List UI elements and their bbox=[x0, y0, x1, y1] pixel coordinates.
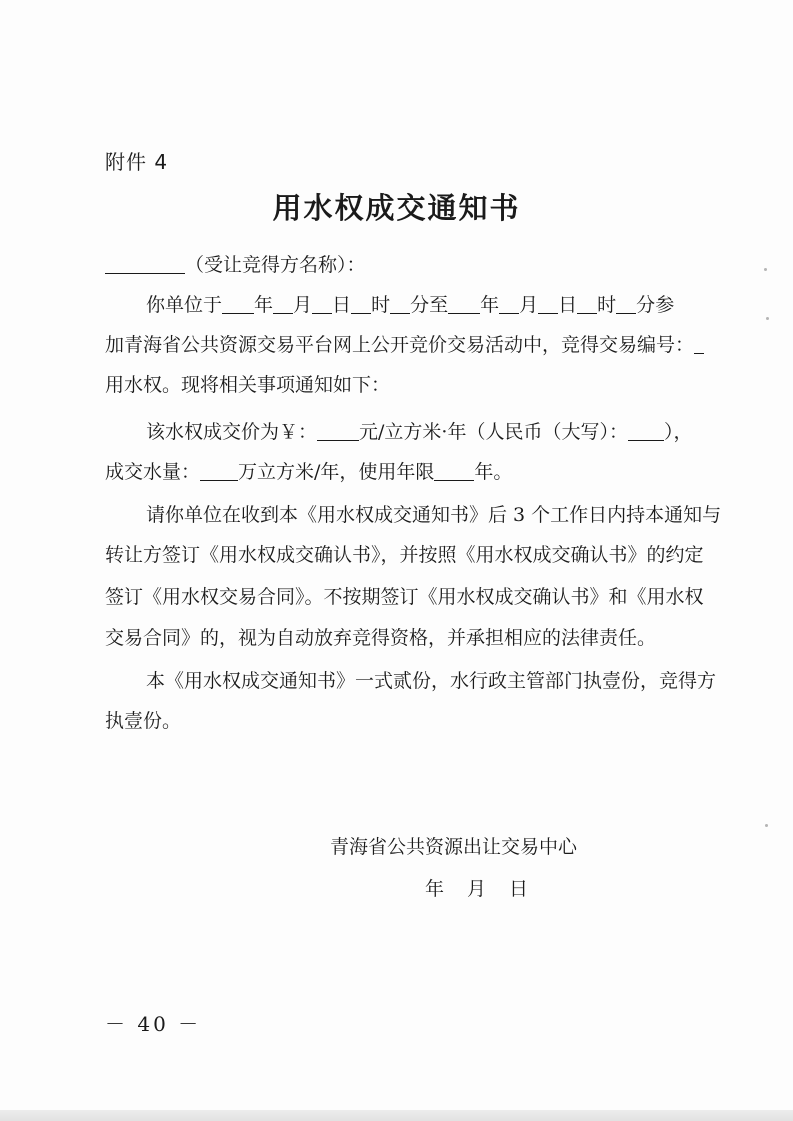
term-blank bbox=[434, 460, 474, 481]
page-number: － 40 － bbox=[105, 1012, 202, 1036]
to-label: 至 bbox=[429, 294, 449, 316]
issuing-organization: 青海省公共资源出让交易中心 bbox=[330, 836, 578, 858]
para1-line2-text: 加青海省公共资源交易平台网上公开竞价交易活动中，竞得交易编号： bbox=[105, 334, 695, 356]
hour-label-2: 时 bbox=[597, 294, 617, 316]
trade-code-blank bbox=[694, 333, 704, 354]
para3-line4: 交易合同》的，视为自动放弃竞得资格，并承担相应的法律责任。 bbox=[105, 627, 657, 649]
para1-line3-text: 用水权。现将相关事项通知如下： bbox=[105, 374, 391, 396]
volume-line bbox=[105, 459, 512, 485]
para1-line2 bbox=[105, 332, 704, 358]
para1-line1 bbox=[146, 292, 674, 318]
end-minute-blank bbox=[616, 293, 636, 314]
minute-label-2: 分 bbox=[636, 294, 656, 316]
para1-line3 bbox=[105, 372, 390, 398]
addressee-blank bbox=[105, 253, 185, 274]
para3-line1: 请你单位在收到本《用水权成交通知书》后 3 个工作日内持本通知与 bbox=[146, 504, 722, 526]
month-label-2: 月 bbox=[519, 294, 539, 316]
end-hour-blank bbox=[577, 293, 597, 314]
day-label: 日 bbox=[332, 294, 352, 316]
volume-suffix: 年。 bbox=[474, 461, 513, 483]
start-hour-blank bbox=[351, 293, 371, 314]
volume-unit: 万立方米/年，使用年限 bbox=[238, 461, 435, 483]
month-label: 月 bbox=[293, 294, 313, 316]
start-day-blank bbox=[312, 293, 332, 314]
end-year-blank bbox=[448, 293, 480, 314]
year-label: 年 bbox=[254, 294, 274, 316]
participate-char: 参 bbox=[655, 294, 675, 316]
start-minute-blank bbox=[390, 293, 410, 314]
volume-prefix: 成交水量： bbox=[105, 461, 201, 483]
scan-dot bbox=[766, 317, 769, 320]
end-day-blank bbox=[538, 293, 558, 314]
scan-dot bbox=[764, 268, 767, 271]
issue-date: 年 月 日 bbox=[425, 878, 531, 900]
para4-line1: 本《用水权成交通知书》一式贰份，水行政主管部门执壹份，竞得方 bbox=[146, 670, 717, 692]
annex-label: 附件 4 bbox=[105, 150, 169, 174]
para1-prefix: 你单位于 bbox=[146, 294, 223, 316]
minute-label: 分 bbox=[410, 294, 430, 316]
price-blank bbox=[317, 420, 359, 441]
price-prefix: 该水权成交价为￥： bbox=[146, 421, 318, 443]
end-month-blank bbox=[499, 293, 519, 314]
hour-label: 时 bbox=[371, 294, 391, 316]
page-bottom-edge bbox=[0, 1110, 793, 1121]
document-title: 用水权成交通知书 bbox=[272, 191, 521, 225]
price-rmb-blank bbox=[628, 420, 664, 441]
volume-blank bbox=[200, 460, 238, 481]
addressee-suffix: （受让竞得方名称）： bbox=[185, 254, 366, 276]
year-label-2: 年 bbox=[480, 294, 500, 316]
price-unit: 元/立方米·年（人民币（大写）： bbox=[359, 421, 628, 443]
day-label-2: 日 bbox=[558, 294, 578, 316]
start-year-blank bbox=[222, 293, 254, 314]
start-month-blank bbox=[273, 293, 293, 314]
price-suffix: ）， bbox=[663, 421, 693, 443]
para4-line2: 执壹份。 bbox=[105, 710, 182, 732]
para3-line3: 签订《用水权交易合同》。不按期签订《用水权成交确认书》和《用水权 bbox=[105, 586, 704, 608]
addressee-line bbox=[105, 252, 366, 278]
price-line bbox=[146, 419, 692, 445]
para3-line2: 转让方签订《用水权成交确认书》，并按照《用水权成交确认书》的约定 bbox=[105, 544, 704, 566]
scan-dot bbox=[765, 824, 768, 827]
